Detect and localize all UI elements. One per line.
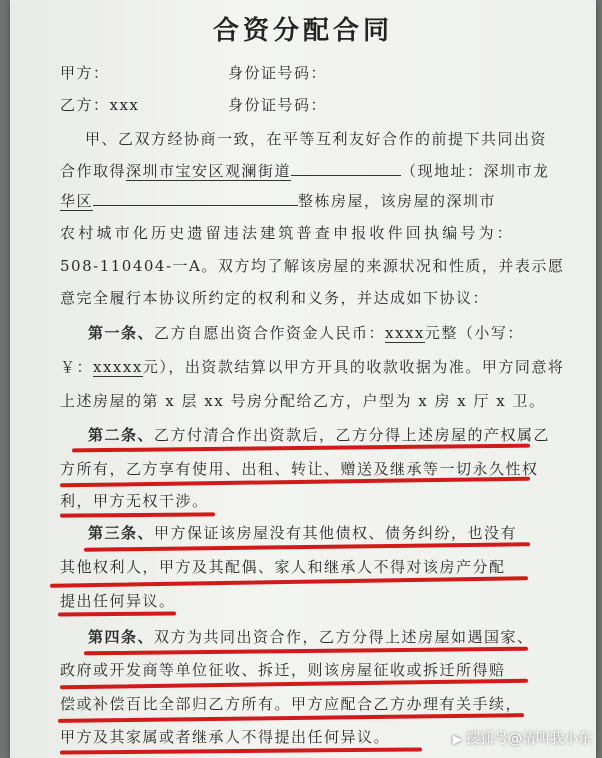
- article-1-line-1: [88, 322, 524, 343]
- article-4-line-3: 偿或补偿百比全部归乙方所有。甲方应配合乙方办理有关手续，: [60, 695, 523, 713]
- red-underline: [58, 611, 176, 616]
- article-3-line-2: 其他权利人，甲方及其配偶、家人和继承人不得对该房产分配: [60, 558, 506, 576]
- article-4-line-2: 政府或开发商等单位征收、拆迁，则该房屋征收或拆迁所得赔: [60, 661, 506, 679]
- watermark: [453, 728, 592, 748]
- article-3-line-1: [88, 522, 517, 543]
- article-3-text-1: 甲方保证该房屋没有其他债权、债务纠纷，也没有: [154, 524, 518, 542]
- party-a-label: 甲方：: [60, 64, 110, 82]
- article-4-line-1: [88, 626, 534, 647]
- article-2-text-1: 乙方付清合作出资款后，乙方分得上述房屋的产权属乙: [154, 426, 551, 444]
- document-title: 合资分配合同: [212, 16, 393, 46]
- article-2-line-2: 方所有，乙方享有使用、出租、转让、赠送及继承等一切永久性权: [60, 460, 539, 478]
- red-underline: [60, 747, 422, 754]
- investment-amount-figures: xxxxx: [93, 358, 143, 376]
- article-1-text-c: 元整（小写：: [424, 324, 524, 342]
- contract-page: [10, 0, 596, 758]
- red-underline: [60, 679, 528, 690]
- article-1-text-a: 乙方自愿出资合作资金人民币：: [154, 324, 386, 342]
- red-underline: [60, 512, 215, 517]
- property-address: 深圳市宝安区观澜街道: [126, 162, 292, 180]
- intro-line-2c: （现地址：深圳市龙: [401, 162, 550, 180]
- watermark-text: 搜狐号@请叫我小东: [466, 731, 592, 747]
- article-4-label: 第四条、: [88, 628, 155, 646]
- article-1-yen: ￥：: [60, 358, 94, 376]
- article-1-label: 第一条、: [88, 324, 155, 342]
- article-2-line-3: 利，甲方无权干涉。: [60, 492, 209, 510]
- intro-line-1: 甲、乙双方经协商一致，在平等互利友好合作的前提下共同出资: [85, 130, 548, 148]
- district-blank: [93, 205, 298, 206]
- address-blank: [291, 175, 401, 176]
- article-1-text-2c: 元），出资款结算以甲方开具的收款收据为准。甲方同意将: [142, 358, 565, 376]
- article-1-line-3: 上述房屋的第 x 层 xx 号房分配给乙方，户型为 x 房 x 厅 x 卫。: [60, 392, 546, 410]
- party-b-label: 乙方：xxx: [60, 96, 140, 114]
- intro-line-2a: 合作取得: [60, 162, 127, 180]
- red-underline: [58, 713, 524, 723]
- intro-line-6: 意完全履行本协议所约定的权利和义务，并达成如下协议：: [60, 289, 490, 307]
- party-b-id-label: 身份证号码：: [228, 96, 328, 114]
- investment-amount: xxxx: [385, 324, 425, 342]
- red-underline: [84, 542, 530, 551]
- article-1-line-2: [60, 356, 564, 377]
- sohu-play-icon: ▶: [452, 732, 462, 746]
- district-label: 华区: [60, 192, 94, 210]
- intro-line-2: [60, 160, 550, 181]
- red-underline: [50, 576, 528, 588]
- article-3-line-3: 提出任何异议。: [60, 592, 176, 610]
- article-2-label: 第二条、: [88, 426, 155, 444]
- intro-line-5: 508-110404-一A。双方均了解该房屋的来源状况和性质，并表示愿: [60, 257, 565, 275]
- intro-line-3b: 整栋房屋，该房屋的深圳市: [298, 192, 497, 210]
- red-underline: [84, 647, 528, 656]
- intro-line-4: 农村城市化历史遗留违法建筑普查申报收件回执编号为：: [60, 224, 516, 242]
- article-4-text-1: 双方为共同出资合作，乙方分得上述房屋如遇国家、: [154, 628, 534, 646]
- article-3-label: 第三条、: [88, 524, 155, 542]
- article-4-line-4: 甲方及其家属或者继承人不得提出任何异议。: [60, 728, 391, 746]
- party-a-id-label: 身份证号码：: [228, 64, 328, 82]
- intro-line-3: [60, 190, 496, 211]
- article-2-line-1: [88, 424, 550, 445]
